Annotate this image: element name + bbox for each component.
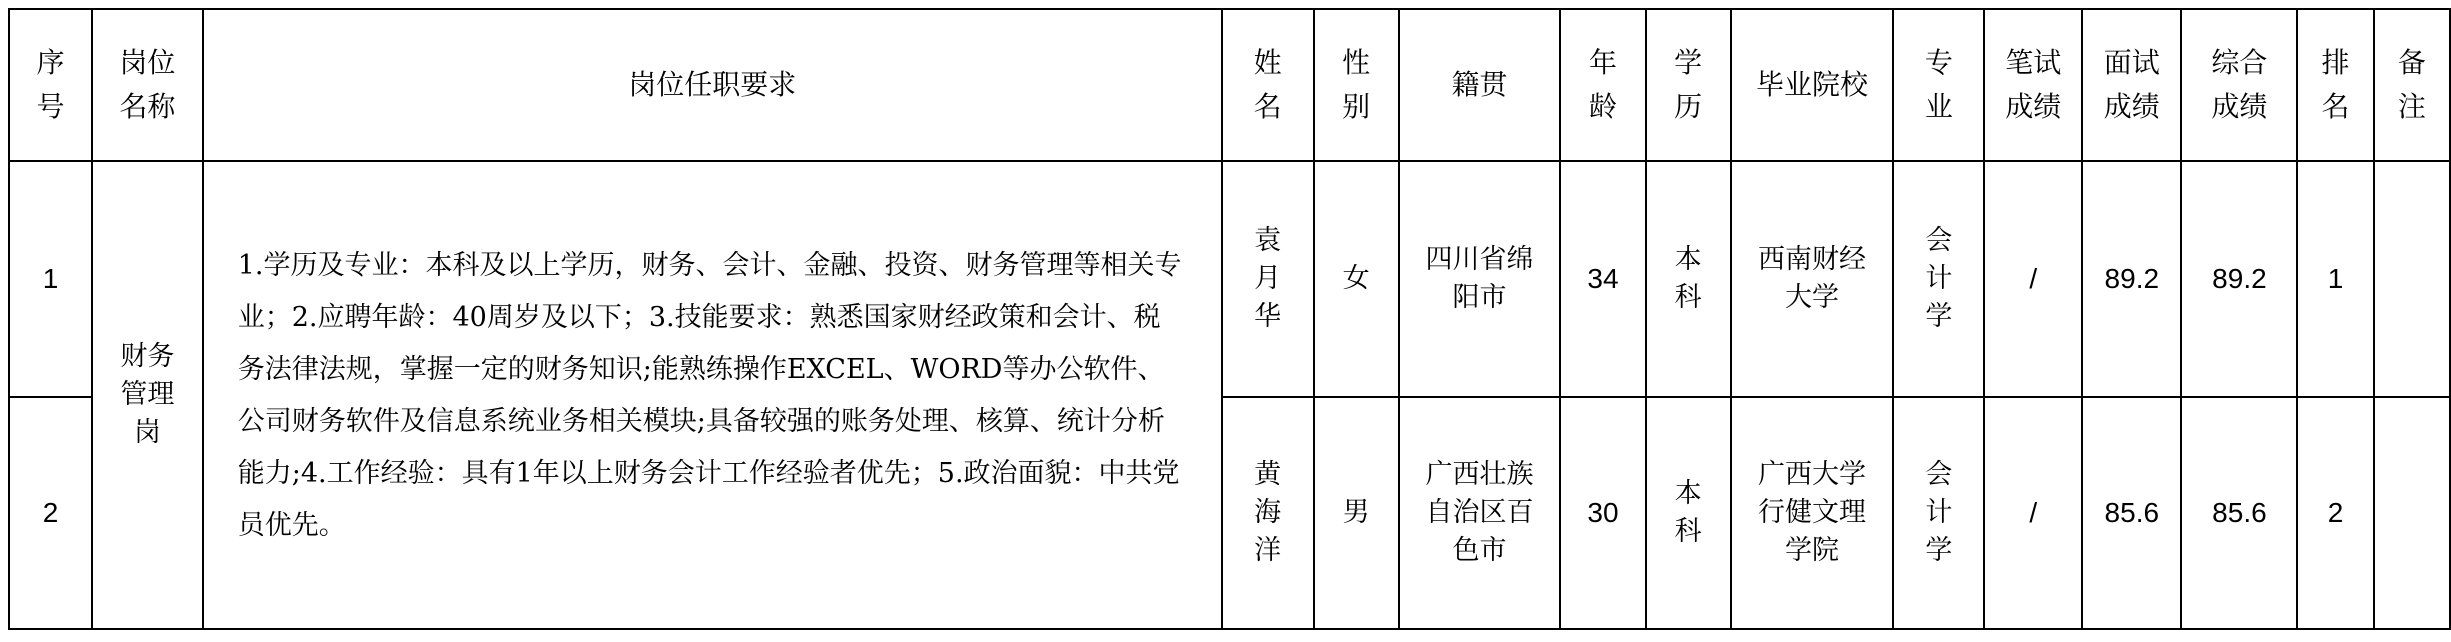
header-gender: 性 别 [1314, 9, 1399, 161]
interview-score-cell: 85.6 [2082, 397, 2181, 629]
header-name: 姓 名 [1222, 9, 1314, 161]
gender-cell: 女 [1314, 161, 1399, 397]
header-age: 年 龄 [1560, 9, 1645, 161]
header-major: 专 业 [1893, 9, 1984, 161]
name-cell: 袁 月 华 [1222, 161, 1314, 397]
header-total-score: 综合 成绩 [2181, 9, 2297, 161]
header-row [9, 9, 2450, 161]
native-place-cell: 广西壮族 自治区百 色市 [1399, 397, 1561, 629]
written-score-cell: / [1984, 161, 2082, 397]
major-cell: 会 计 学 [1893, 397, 1984, 629]
header-requirements: 岗位任职要求 [203, 9, 1222, 161]
requirements-cell: 1.学历及专业：本科及以上学历，财务、会计、金融、投资、财务管理等相关专业；2.应聘年龄：40周岁及以下；3.技能要求：熟悉国家财经政策和会计、税务法律法规，掌握一定的财务知识;能熟练操作EXCEL、WORD等办公软件、公司财务软件及信息系统业务相关模块;具备较强的账务处理、核算、统计分析能力;4.工作经验：具有1年以上财务会计工作经验者优先；5.政治面貌：中共党员优先。 [203, 161, 1222, 629]
native-place-cell: 四川省绵 阳市 [1399, 161, 1561, 397]
recruitment-results-table [8, 8, 2451, 630]
school-cell: 西南财经 大学 [1731, 161, 1894, 397]
interview-score-cell: 89.2 [2082, 161, 2181, 397]
remark-cell [2374, 397, 2450, 629]
header-interview-score: 面试 成绩 [2082, 9, 2181, 161]
header-written-score: 笔试 成绩 [1984, 9, 2082, 161]
total-score-cell: 89.2 [2181, 161, 2297, 397]
header-seq: 序 号 [9, 9, 92, 161]
rank-cell: 2 [2297, 397, 2373, 629]
table-row [9, 161, 2450, 397]
header-school: 毕业院校 [1731, 9, 1894, 161]
major-cell: 会 计 学 [1893, 161, 1984, 397]
school-cell: 广西大学 行健文理 学院 [1731, 397, 1894, 629]
header-education: 学 历 [1646, 9, 1731, 161]
age-cell: 30 [1560, 397, 1645, 629]
remark-cell [2374, 161, 2450, 397]
written-score-cell: / [1984, 397, 2082, 629]
header-native-place: 籍贯 [1399, 9, 1561, 161]
gender-cell: 男 [1314, 397, 1399, 629]
education-cell: 本 科 [1646, 397, 1731, 629]
age-cell: 34 [1560, 161, 1645, 397]
education-cell: 本 科 [1646, 161, 1731, 397]
rank-cell: 1 [2297, 161, 2373, 397]
name-cell: 黄 海 洋 [1222, 397, 1314, 629]
header-remark: 备 注 [2374, 9, 2450, 161]
total-score-cell: 85.6 [2181, 397, 2297, 629]
header-post-name: 岗位 名称 [92, 9, 203, 161]
seq-cell: 1 [9, 161, 92, 397]
post-name-cell: 财务 管理 岗 [92, 161, 203, 629]
seq-cell: 2 [9, 397, 92, 629]
header-rank: 排 名 [2297, 9, 2373, 161]
